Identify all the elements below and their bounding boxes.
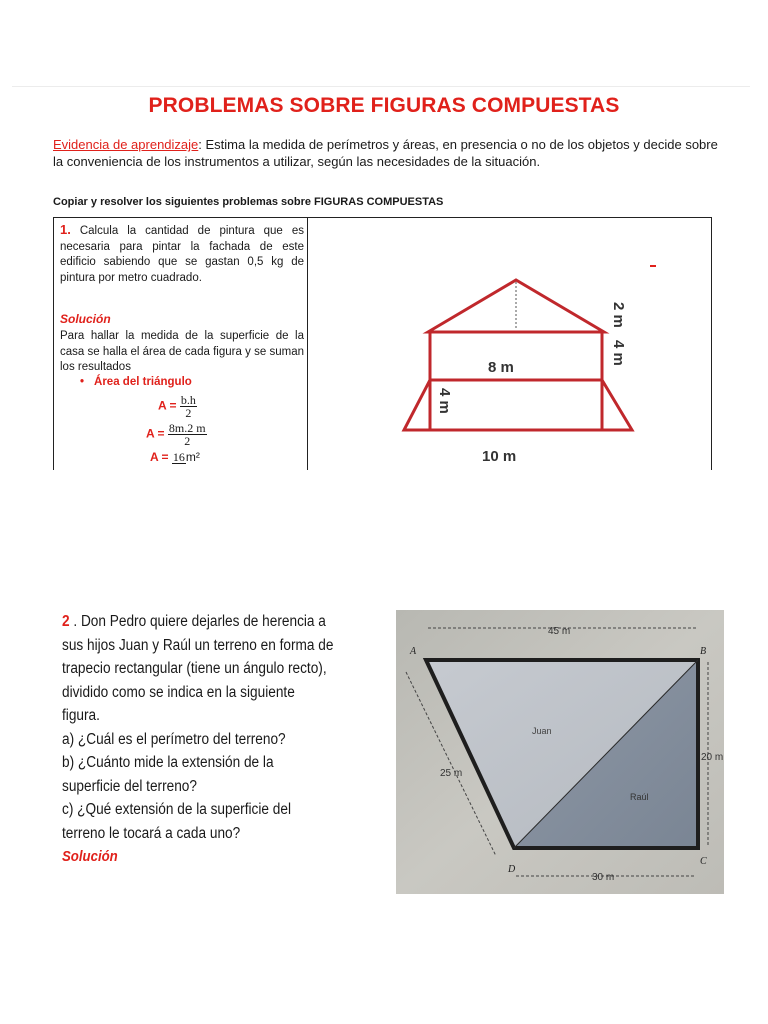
instruction-text: Copiar y resolver los siguientes problemas sobre FIGURAS COMPUESTAS: [53, 196, 444, 208]
evidence-label: Evidencia de aprendizaje: [53, 137, 199, 152]
formula-line-1: [158, 394, 197, 419]
page-top-rule: [12, 86, 750, 87]
fraction-3-numerator: 16: [172, 450, 185, 465]
label-juan: Juan: [532, 726, 552, 736]
label-middle-height: 4 m: [610, 340, 627, 366]
vertex-d: D: [508, 864, 516, 875]
fraction-2-denominator: 2: [184, 434, 191, 448]
problem2-question-c: c) ¿Qué extensión de la superficie del terreno le tocará a cada uno?: [62, 801, 291, 842]
formula-unit: m²: [185, 450, 200, 464]
formula-line-3: [150, 450, 200, 464]
middle-rectangle: [430, 332, 602, 380]
bullet-label: Área del triángulo: [94, 376, 192, 388]
label-base-width: 10 m: [482, 448, 517, 465]
label-lower-height: 4 m: [436, 388, 453, 414]
bullet-dot-icon: •: [80, 376, 85, 388]
vertex-c: C: [700, 856, 707, 867]
label-roof-height: 2 m: [610, 302, 627, 328]
fraction-2-numerator: 8m.2 m: [168, 421, 206, 435]
problem2-intro: . Don Pedro quiere dejarles de herencia a sus hijos Juan y Raúl un terreno en forma de trapecio rectangular (tiene un ángulo recto), dividido como se indica en la siguiente figura.: [62, 613, 334, 724]
label-bottom-30m: 30 m: [592, 872, 615, 883]
problem2-question-b: b) ¿Cuánto mide la extensión de la superficie del terreno?: [62, 754, 274, 795]
problem1-number: 1.: [60, 222, 71, 237]
label-left-25m: 25 m: [440, 768, 463, 779]
problem2-question-a: a) ¿Cuál es el perímetro del terreno?: [62, 730, 286, 748]
formula-line-2: [146, 422, 207, 447]
fraction-1-numerator: b.h: [180, 393, 196, 407]
label-right-20m: 20 m: [701, 752, 724, 763]
label-top-45m: 45 m: [548, 626, 571, 637]
building-facade-figure: [382, 272, 652, 472]
formula-lhs: A =: [150, 450, 169, 464]
label-middle-width: 8 m: [488, 359, 514, 376]
page-title: PROBLEMAS SOBRE FIGURAS COMPUESTAS: [148, 94, 620, 117]
fraction-2: [168, 422, 207, 447]
table-divider: [307, 218, 308, 470]
formula-lhs: A =: [158, 398, 177, 413]
learning-evidence: [53, 136, 723, 170]
right-trapezoid-wing: [602, 380, 632, 430]
triangle-area-bullet: [80, 376, 192, 388]
vertex-b: B: [700, 646, 707, 657]
vertex-a: A: [410, 646, 417, 657]
fraction-1-denominator: 2: [185, 406, 192, 420]
fraction-1: [180, 394, 197, 419]
trapezoid-land-photo: [396, 610, 724, 894]
problem1-solution-text: Para hallar la medida de la superficie de la casa se halla el área de cada figura y se suman los resultados: [60, 330, 304, 373]
problem2-solution-label: Solución: [62, 848, 118, 865]
problem1-text: Calcula la cantidad de pintura que es necesaria para pintar la fachada de este edificio sabiendo que se gastan 0,5 kg de pintura por metro cuadrado.: [60, 225, 304, 284]
problem2-number: 2: [62, 613, 70, 630]
evidence-text: : Estima la medida de perímetros y áreas, en presencia o no de los objetos y decide sobre la conveniencia de los instrumentos a utilizar, según las necesidades de la situación.: [53, 137, 718, 169]
problem1-solution-label: Solución: [60, 312, 111, 326]
fraction-3: [172, 451, 186, 464]
formula-lhs: A =: [146, 426, 165, 441]
red-dash-mark: [650, 265, 656, 267]
problem1-statement: [60, 222, 304, 286]
lower-rectangle: [430, 380, 602, 430]
problem2-statement: [62, 610, 335, 845]
left-trapezoid-wing: [404, 380, 430, 430]
label-raul: Raúl: [630, 792, 649, 802]
